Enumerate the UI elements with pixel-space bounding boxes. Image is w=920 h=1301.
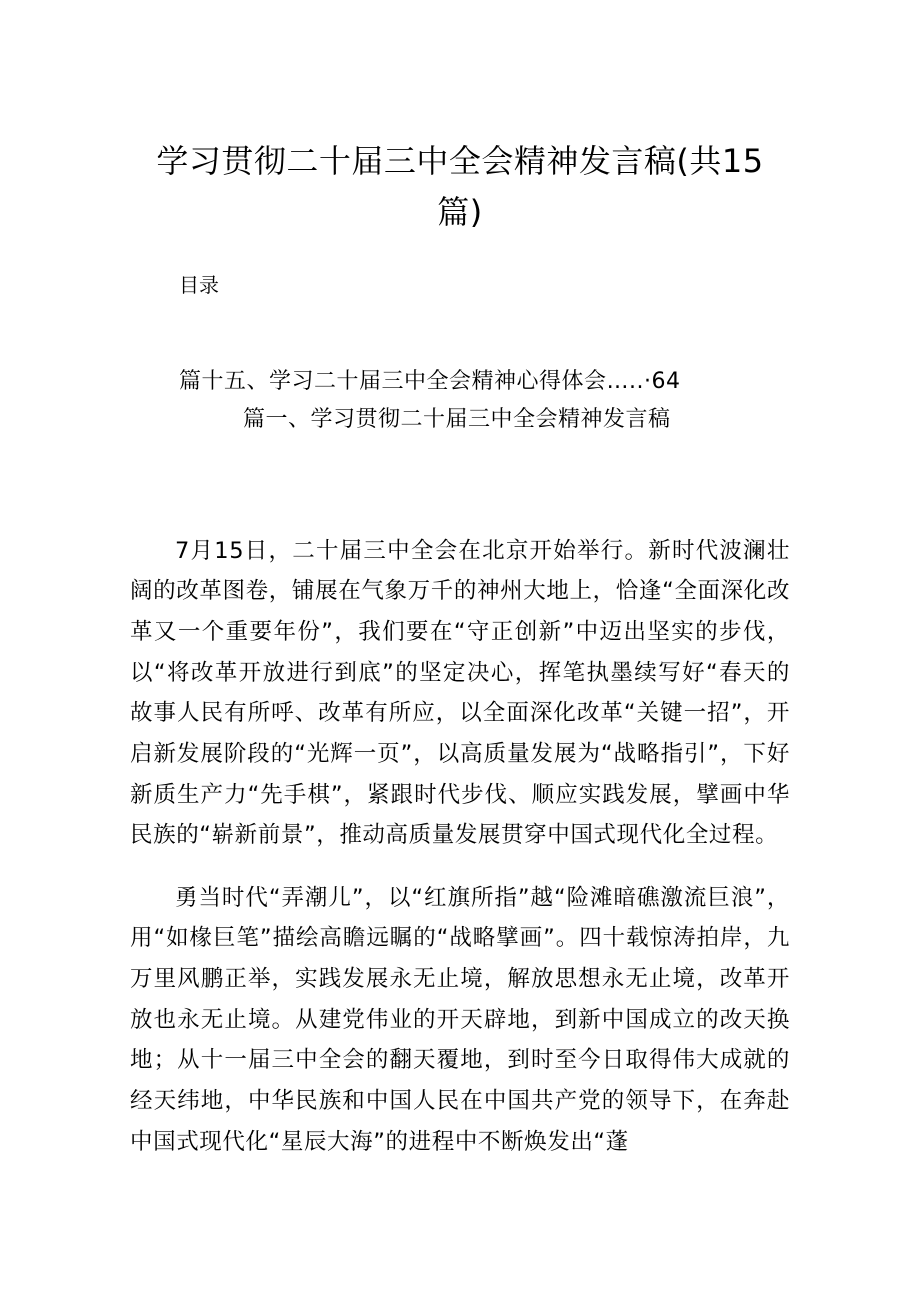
document-title-line-2: 篇): [437, 193, 483, 231]
document-title-line-1: 学习贯彻二十届三中全会精神发言稿(共15: [156, 142, 764, 180]
toc-entry[interactable]: 篇十五、学习二十届三中全会精神心得体会…..·64: [179, 369, 681, 394]
body-paragraph-1: 7月15日，二十届三中全会在北京开始举行。新时代波澜壮阔的改革图卷，铺展在气象万千的神州大地上，恰逢“全面深化改革又一个重要年份”，我们要在“守正创新”中迈出坚实的步伐，以“将改革开放进行到底”的坚定决心，挥笔执墨续写好“春天的故事人民有所呼、改革有所应，以全面深化改革“关键一招”，开启新发展阶段的“光辉一页”，以高质量发展为“战略指引”，下好新质生产力“先手棋”，紧跟时代步伐、顺应实践发展，擘画中华民族的“崭新前景”，推动高质量发展贯穿中国式现代化全过程。: [130, 537, 790, 849]
body-paragraph-2: 勇当时代“弄潮儿”，以“红旗所指”越“险滩暗礁激流巨浪”，用“如椽巨笔”描绘高瞻远瞩的“战略擘画”。四十载惊涛拍岸，九万里风鹏正举，实践发展永无止境，解放思想永无止境，改革开放也永无止境。从建党伟业的开天辟地，到新中国成立的改天换地；从十一届三中全会的翻天覆地，到时至今日取得伟大成就的经天纬地，中华民族和中国人民在中国共产党的领导下，在奔赴中国式现代化“星辰大海”的进程中不断焕发出“蓬: [130, 884, 790, 1155]
section-heading: 篇一、学习贯彻二十届三中全会精神发言稿: [243, 407, 671, 432]
toc-heading: 目录: [179, 273, 219, 297]
